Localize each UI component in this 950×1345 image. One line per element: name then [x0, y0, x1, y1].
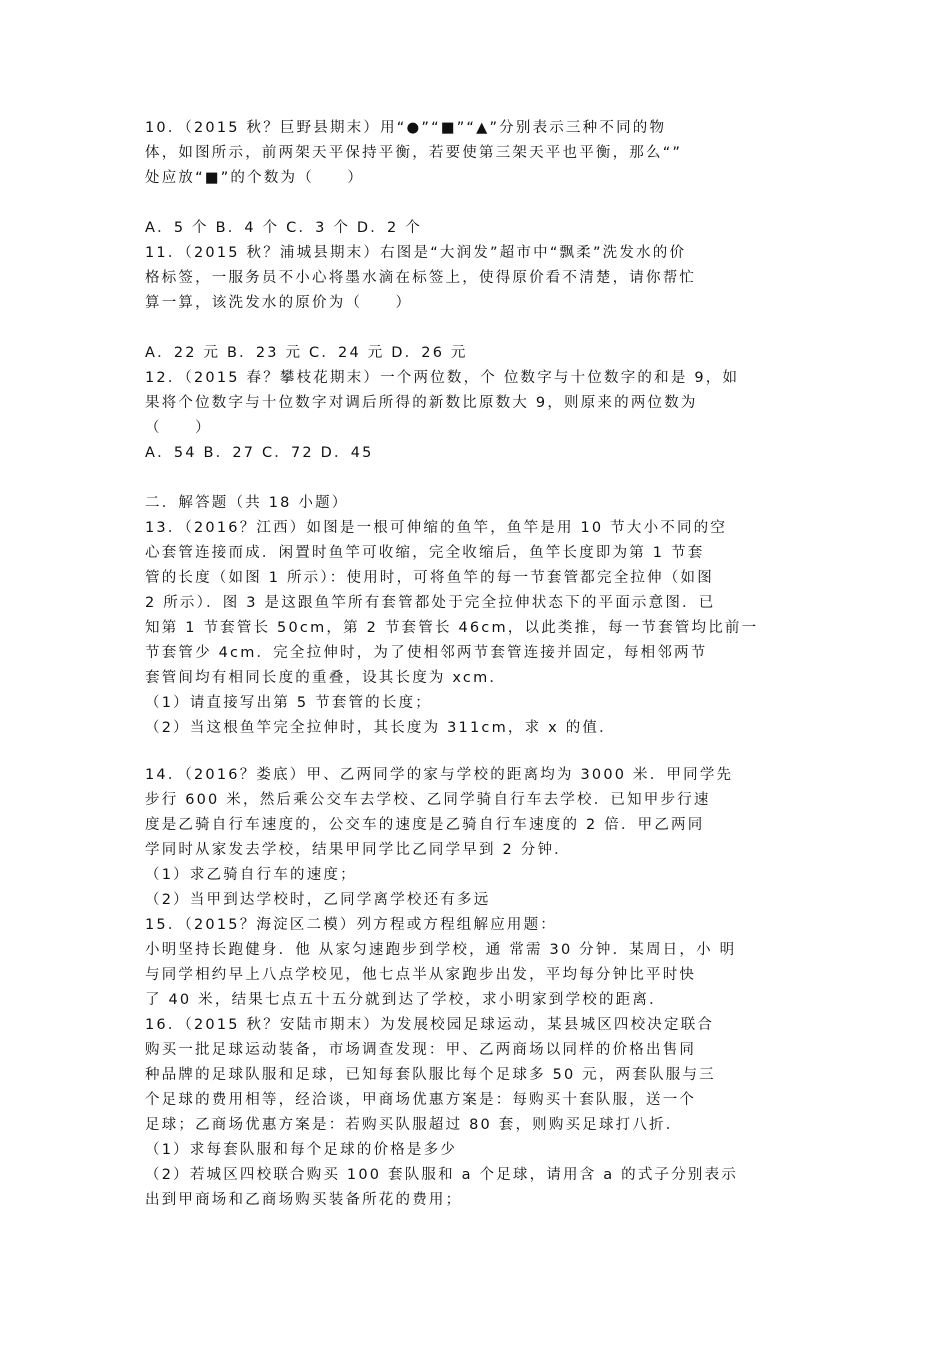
question-13	[145, 516, 810, 741]
question-text-line: 了 40 米，结果七点五十五分就到达了学校，求小明家到学校的距离．	[145, 992, 666, 1008]
question-16	[145, 1013, 810, 1213]
question-text-line: （ ）	[145, 420, 212, 436]
question-text-line: 种品牌的足球队服和足球，已知每套队服比每个足球多 50 元，两套队服与三	[145, 1067, 716, 1083]
answer-options: A．22 元 B．23 元 C．24 元 D．26 元	[145, 345, 468, 361]
question-text-line: 心套管连接而成．闲置时鱼竿可收缩，完全收缩后，鱼竿长度即为第 1 节套	[145, 545, 705, 561]
question-text-line: 节套管少 4cm．完全拉伸时，为了使相邻两节套管连接并固定，每相邻两节	[145, 645, 708, 661]
question-text-line: 学同时从家发去学校，结果甲同学比乙同学早到 2 分钟．	[145, 842, 571, 858]
question-text-line: 套管间均有相同长度的重叠，设其长度为 xcm．	[145, 670, 507, 686]
question-text-line: 购买一批足球运动装备，市场调查发现：甲、乙两商场以同样的价格出售同	[145, 1042, 697, 1058]
question-text-line: 果将个位数字与十位数字对调后所得的新数比原数大 9，则原来的两位数为	[145, 395, 698, 411]
question-12	[145, 366, 810, 466]
sub-question: （1）求每套队服和每个足球的价格是多少	[145, 1142, 458, 1158]
question-text-line: 个足球的费用相等，经洽谈，甲商场优惠方案是：每购买十套队服，送一个	[145, 1092, 697, 1108]
question-text-line: 与同学相约早上八点学校见，他七点半从家跑步出发，平均每分钟比平时快	[145, 967, 697, 983]
blank-space	[145, 741, 810, 763]
sub-question: （1）请直接写出第 5 节套管的长度；	[145, 695, 432, 711]
question-text-line: 步行 600 米，然后乘公交车去学校、乙同学骑自行车去学校．已知甲步行速	[145, 792, 711, 808]
question-text-line: 10．（2015 秋？巨野县期末）用“●”“■”“▲”分别表示三种不同的物	[145, 120, 667, 136]
sub-question: （2）当甲到达学校时，乙同学离学校还有多远	[145, 892, 491, 908]
question-10	[145, 116, 810, 241]
question-14	[145, 763, 810, 913]
question-text-line: 算一算，该洗发水的原价为（ ）	[145, 295, 413, 311]
document-page	[145, 116, 810, 1213]
question-text-line: 11．（2015 秋？浦城县期末）右图是“大润发”超市中“飘柔”洗发水的价	[145, 245, 687, 261]
question-text-line: 小明坚持长跑健身．他 从家匀速跑步到学校，通 常需 30 分钟．某周日，小 明	[145, 942, 737, 958]
answer-options: A．5 个 B．4 个 C．3 个 D．2 个	[145, 220, 422, 236]
sub-question: （1）求乙骑自行车的速度；	[145, 867, 357, 883]
question-text-line: 15．（2015？海淀区二模）列方程或方程组解应用题：	[145, 917, 558, 933]
question-15	[145, 913, 810, 1013]
question-text-line: 16．（2015 秋？安陆市期末）为发展校园足球运动，某县城区四校决定联合	[145, 1017, 715, 1033]
question-text-line: 2 所示）．图 3 是这跟鱼竿所有套管都处于完全拉伸状态下的平面示意图．已	[145, 595, 716, 611]
answer-options: A．54 B．27 C．72 D．45	[145, 445, 374, 461]
sub-question: （2）当这根鱼竿完全拉伸时，其长度为 311cm，求 x 的值．	[145, 720, 616, 736]
question-text-line: 知第 1 节套管长 50cm，第 2 节套管长 46cm，以此类推，每一节套管均比前一	[145, 620, 759, 636]
question-text-line: 度是乙骑自行车速度的，公交车的速度是乙骑自行车速度的 2 倍．甲乙两同	[145, 817, 705, 833]
question-text-line: 体，如图所示，前两架天平保持平衡，若要使第三架天平也平衡，那么“”	[145, 145, 683, 161]
blank-space	[145, 191, 810, 216]
question-text-line: 13．（2016？江西）如图是一根可伸缩的鱼竿，鱼竿是用 10 节大小不同的空	[145, 520, 728, 536]
question-text-line: 12．（2015 春？攀枝花期末）一个两位数，个 位数字与十位数字的和是 9，如	[145, 370, 740, 386]
question-11	[145, 241, 810, 366]
question-text-line: 管的长度（如图 1 所示）：使用时，可将鱼竿的每一节套管都完全拉伸（如图	[145, 570, 714, 586]
question-text-line: 足球；乙商场优惠方案是：若购买队服超过 80 套，则购买足球打八折．	[145, 1117, 683, 1133]
blank-space	[145, 316, 810, 341]
blank-space	[145, 466, 810, 491]
sub-question: （2）若城区四校联合购买 100 套队服和 a 个足球，请用含 a 的式子分别表示	[145, 1167, 739, 1183]
question-text-line: 14．（2016？娄底）甲、乙两同学的家与学校的距离均为 3000 米．甲同学先	[145, 767, 734, 783]
question-text-line: 格标签，一服务员不小心将墨水滴在标签上，使得原价看不清楚，请你帮忙	[145, 270, 697, 286]
question-text-line: 处应放“■”的个数为（ ）	[145, 170, 365, 186]
section-heading: 二．解答题（共 18 小题）	[145, 495, 349, 511]
sub-question: 出到甲商场和乙商场购买装备所花的费用；	[145, 1192, 463, 1208]
